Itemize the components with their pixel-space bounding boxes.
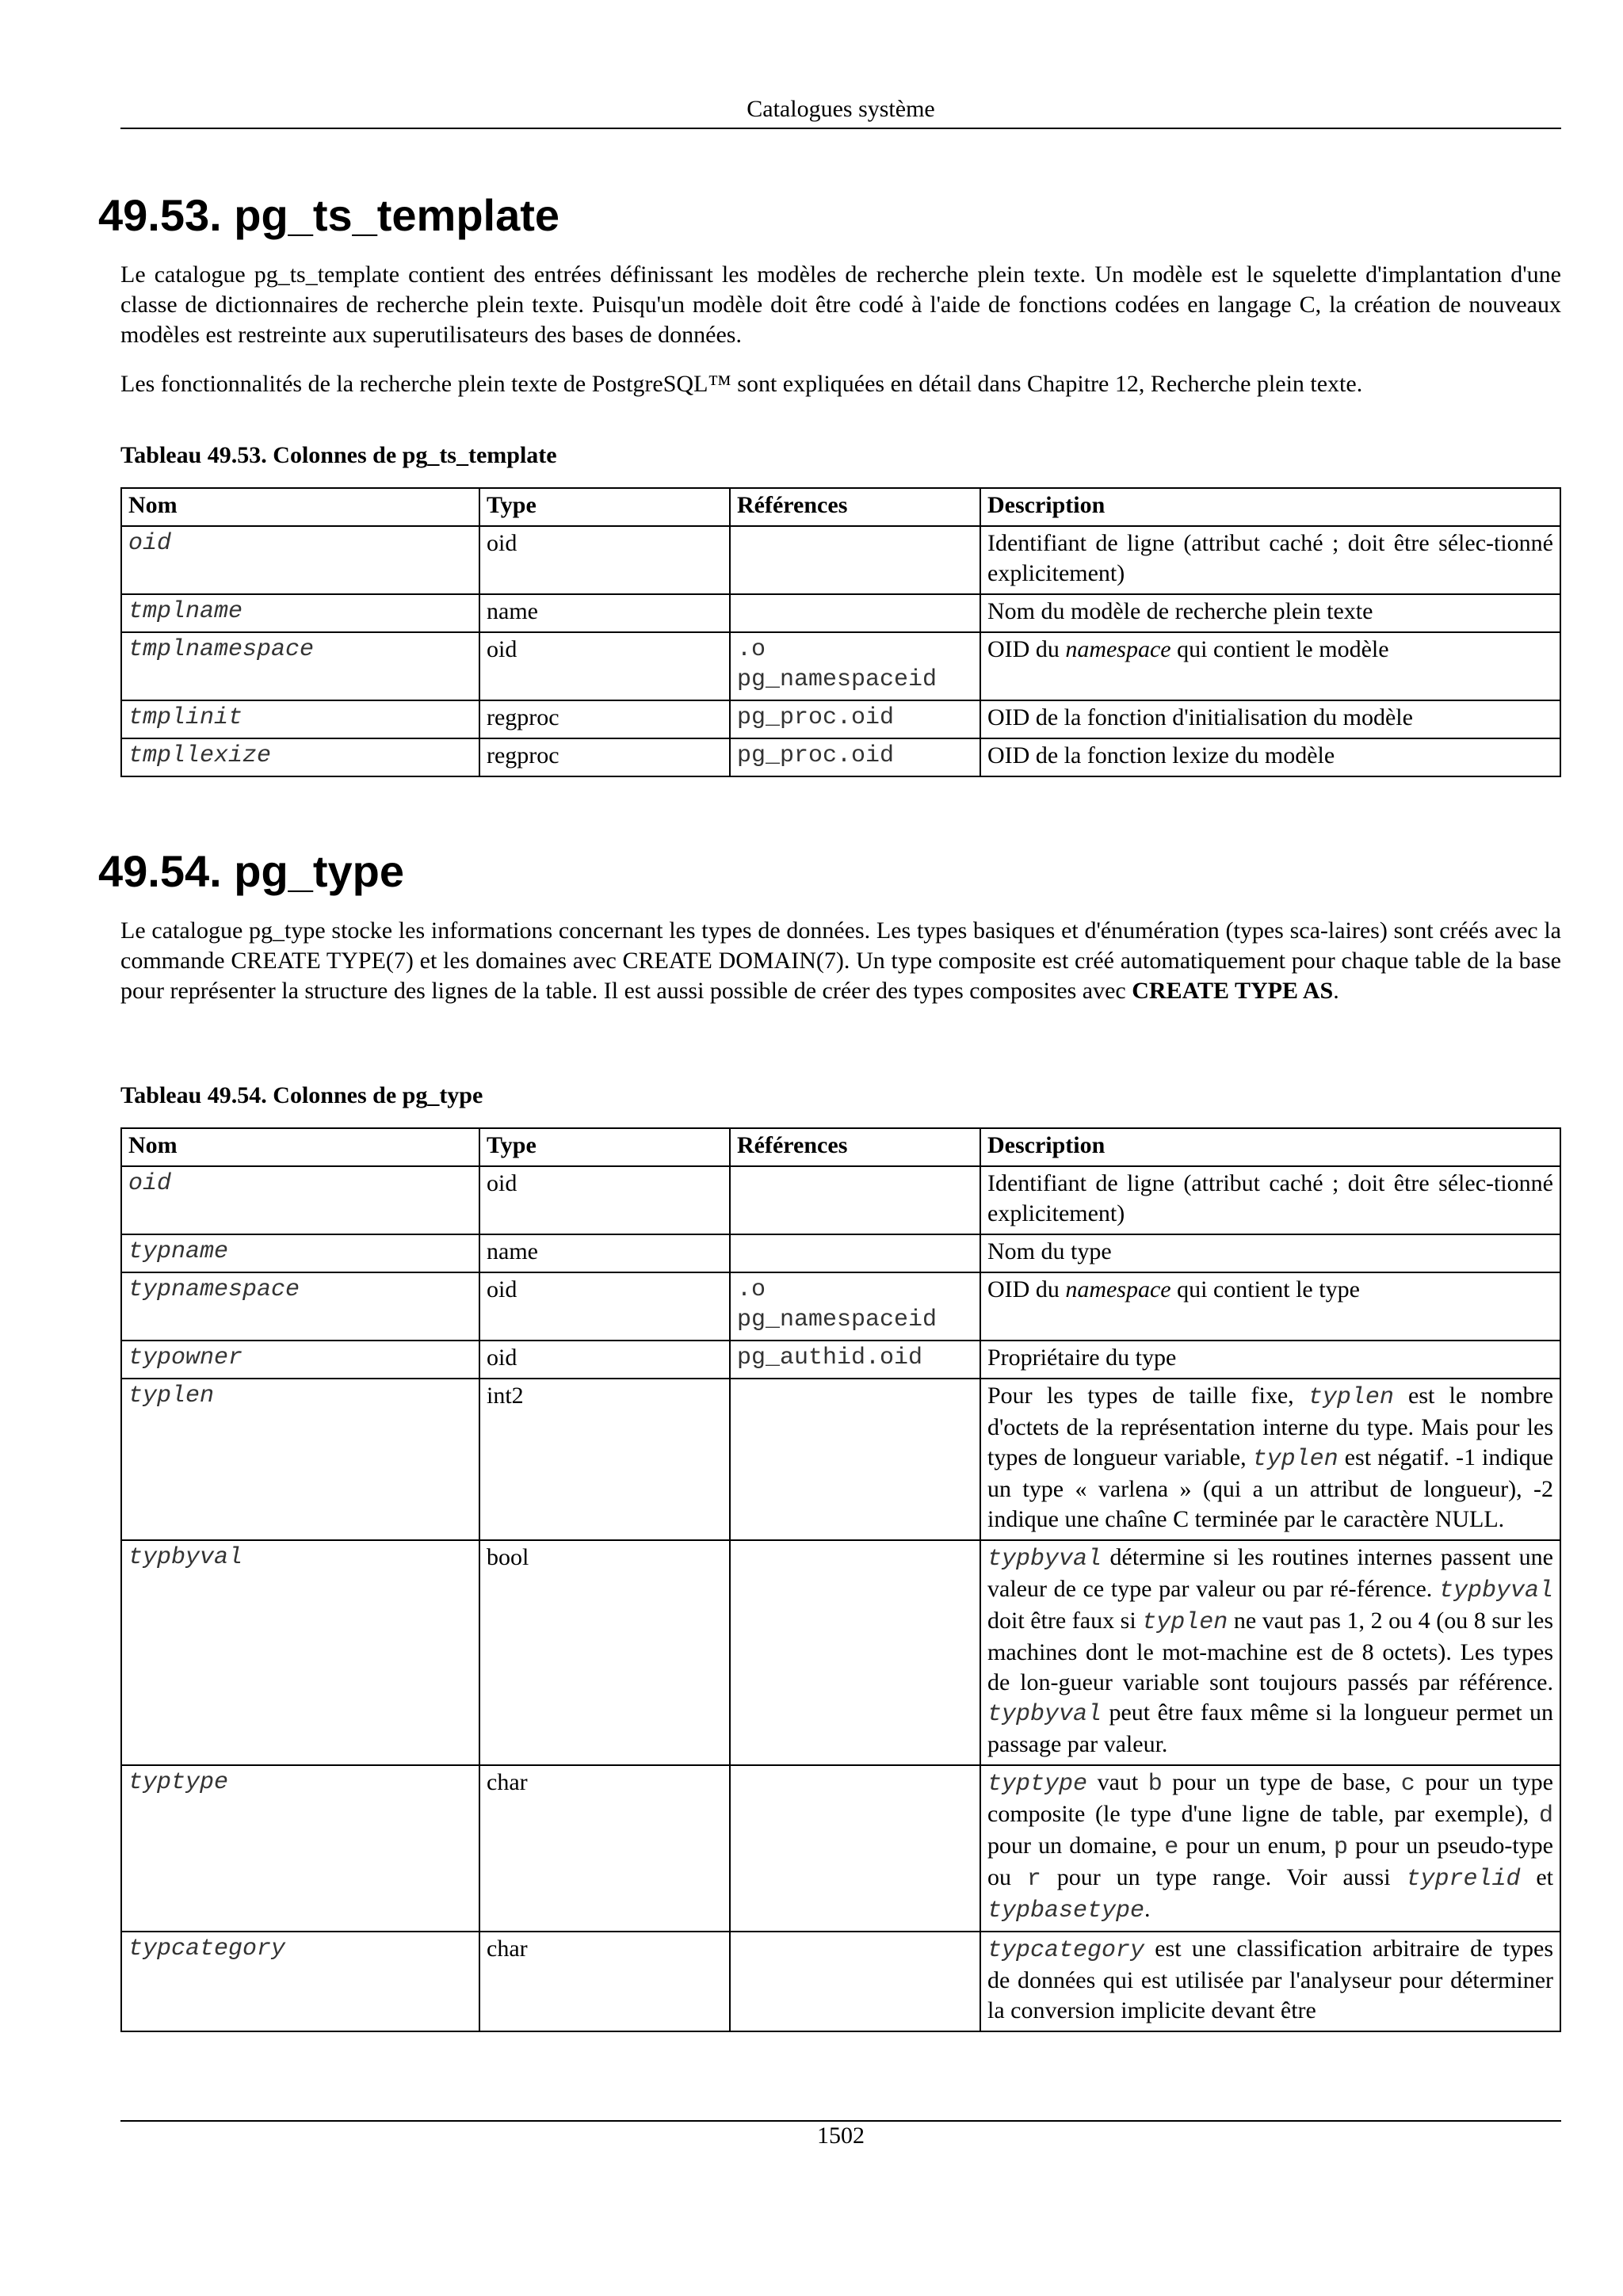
column-type-cell: bool xyxy=(479,1540,730,1765)
column-type-cell: oid xyxy=(479,1341,730,1379)
column-name-cell: oid xyxy=(121,526,479,594)
description-text: doit être faux si xyxy=(987,1608,1143,1634)
table-row xyxy=(121,1932,1560,2031)
description-text: pour un type range. Voir aussi xyxy=(1041,1864,1407,1890)
column-name-cell: typlen xyxy=(121,1379,479,1540)
column-type-cell: name xyxy=(479,594,730,632)
column-description-cell: Nom du modèle de recherche plein texte xyxy=(980,594,1560,632)
description-text: est négatif. -1 indique un type « varlena » (qui a un attribut de longueur), -2 indique une chaîne C terminée par le caractère NULL. xyxy=(987,1444,1554,1532)
column-type-cell: oid xyxy=(479,1272,730,1341)
pg-type-columns-table xyxy=(120,1127,1561,2032)
table-caption-pg-type: Tableau 49.54. Colonnes de pg_type xyxy=(120,1082,483,1108)
description-text: pour un enum, xyxy=(1178,1833,1334,1859)
description-text: OID du xyxy=(987,636,1066,662)
column-references-cell xyxy=(730,1932,980,2031)
description-text: pour un type de base, xyxy=(1162,1769,1401,1795)
reference-part: pg_namespaceid xyxy=(737,666,938,693)
pg-ts-template-fts-note: Les fonctionnalités de la recherche plein texte de PostgreSQL™ sont expliquées en détail dans Chapitre 12, Recherche plein texte. xyxy=(120,371,1363,397)
table-row xyxy=(121,700,1560,738)
column-header-type: Type xyxy=(479,488,730,526)
table-row xyxy=(121,526,1560,594)
description-text: vaut xyxy=(1087,1769,1148,1795)
column-description-cell: OID de la fonction lexize du modèle xyxy=(980,738,1560,776)
header-rule xyxy=(120,128,1561,129)
column-name-cell: tmpllexize xyxy=(121,738,479,776)
table-row xyxy=(121,1341,1560,1379)
column-description-cell: Propriétaire du type xyxy=(980,1341,1560,1379)
description-text: ne vaut pas 1, 2 ou 4 (ou 8 sur les machines dont le mot-machine est de 8 octets). Les types de lon-gueur variable sont toujours passés par référence. xyxy=(987,1608,1553,1695)
description-text: . xyxy=(1144,1896,1151,1922)
column-header-type: Type xyxy=(479,1128,730,1166)
column-type-cell: char xyxy=(479,1932,730,2031)
table-row xyxy=(121,1765,1560,1932)
column-references-cell xyxy=(730,1272,980,1341)
column-references-cell xyxy=(730,526,980,594)
column-type-cell: char xyxy=(479,1765,730,1932)
column-type-cell: name xyxy=(479,1234,730,1272)
intro-text: . xyxy=(1333,978,1339,1004)
column-header-name: Nom xyxy=(121,488,479,526)
column-header-description: Description xyxy=(980,1128,1560,1166)
column-type-cell: oid xyxy=(479,526,730,594)
field-reference: typbasetype xyxy=(987,1897,1145,1924)
command-name: CREATE TYPE AS xyxy=(1132,978,1334,1004)
description-text: Pour les types de taille fixe, xyxy=(987,1383,1308,1409)
column-description-cell xyxy=(980,1765,1560,1932)
column-header-references: Références xyxy=(730,488,980,526)
section-title-pg-ts-template: 49.53. pg_ts_template xyxy=(98,190,560,240)
column-name-cell: typname xyxy=(121,1234,479,1272)
column-name-cell: oid xyxy=(121,1166,479,1234)
description-text: est une classification arbitraire de types de données qui est utilisée par l'analyseur pour déterminer la conversion implicite devant être xyxy=(987,1936,1553,2023)
field-reference: typbyval xyxy=(987,1546,1102,1573)
column-references-cell: pg_proc.oid xyxy=(730,700,980,738)
description-text: qui contient le modèle xyxy=(1170,636,1389,662)
section-title-pg-type: 49.54. pg_type xyxy=(98,846,404,896)
column-name-cell: tmplnamespace xyxy=(121,632,479,700)
column-description-cell xyxy=(980,1272,1560,1341)
column-description-cell: OID de la fonction d'initialisation du modèle xyxy=(980,700,1560,738)
column-type-cell: regproc xyxy=(479,700,730,738)
field-reference: typlen xyxy=(1142,1609,1228,1636)
description-emphasis: namespace xyxy=(1065,1276,1171,1302)
table-header-row xyxy=(121,1128,1560,1166)
column-header-description: Description xyxy=(980,488,1560,526)
column-type-cell: oid xyxy=(479,1166,730,1234)
column-description-cell: Nom du type xyxy=(980,1234,1560,1272)
field-reference: typlen xyxy=(1252,1446,1338,1473)
table-row xyxy=(121,738,1560,776)
column-name-cell: typcategory xyxy=(121,1932,479,2031)
table-row xyxy=(121,1272,1560,1341)
field-reference: typbyval xyxy=(1438,1577,1553,1604)
column-header-name: Nom xyxy=(121,1128,479,1166)
field-reference: typbyval xyxy=(987,1701,1102,1728)
field-reference: typcategory xyxy=(987,1937,1145,1964)
table-header-row xyxy=(121,488,1560,526)
field-reference: typtype xyxy=(987,1771,1088,1798)
code-literal: b xyxy=(1148,1771,1163,1798)
column-type-cell: regproc xyxy=(479,738,730,776)
description-emphasis: namespace xyxy=(1065,636,1171,662)
column-references-cell: pg_authid.oid xyxy=(730,1341,980,1379)
column-description-cell xyxy=(980,1540,1560,1765)
intro-text: Le catalogue pg_type stocke les informations concernant les types de données. Les types basiques et d'énumération (types sca-laires) sont créés avec la commande CREATE TYPE(7) et les domaines avec CREATE DOMAIN(7). Un type composite est créé automatiquement pour chaque table de la base pour représenter la structure des lignes de la table. Il est aussi possible de créer des types composites avec xyxy=(120,917,1561,1004)
table-row xyxy=(121,632,1560,700)
reference-part: .o xyxy=(737,1276,766,1303)
running-header: Catalogues système xyxy=(747,96,935,122)
field-reference: typrelid xyxy=(1406,1866,1521,1893)
column-name-cell: tmplinit xyxy=(121,700,479,738)
description-text: pour un pseudo-type ou xyxy=(987,1833,1553,1890)
code-literal: d xyxy=(1538,1802,1553,1829)
field-reference: typlen xyxy=(1308,1384,1394,1411)
description-text: qui contient le type xyxy=(1170,1276,1360,1302)
description-text: OID du xyxy=(987,1276,1066,1302)
column-references-cell xyxy=(730,594,980,632)
column-name-cell: typnamespace xyxy=(121,1272,479,1341)
description-text: pour un domaine, xyxy=(987,1833,1165,1859)
column-description-cell xyxy=(980,632,1560,700)
table-row xyxy=(121,1234,1560,1272)
description-text: peut être faux même si la longueur permet un passage par valeur. xyxy=(987,1699,1553,1757)
code-literal: r xyxy=(1026,1866,1041,1893)
pg-ts-template-intro: Le catalogue pg_ts_template contient des entrées définissant les modèles de recherche plein texte. Un modèle est le squelette d'implantation d'une classe de dictionnaires de recherche plein texte. Puisqu'un modèle doit être codé à l'aide de fonctions codées en langage C, la création de nouveaux modèles est restreinte aux superutilisateurs des bases de données. xyxy=(120,261,1561,348)
column-references-cell xyxy=(730,1765,980,1932)
table-caption-pg-ts-template: Tableau 49.53. Colonnes de pg_ts_template xyxy=(120,442,557,468)
column-references-cell xyxy=(730,1234,980,1272)
column-references-cell xyxy=(730,632,980,700)
description-text: est le nombre d'octets de la représentation interne du type. Mais pour les types de longueur variable, xyxy=(987,1383,1553,1470)
code-literal: c xyxy=(1400,1771,1415,1798)
column-references-cell xyxy=(730,1166,980,1234)
page-number: 1502 xyxy=(817,2122,865,2149)
code-literal: e xyxy=(1164,1834,1179,1861)
column-type-cell: oid xyxy=(479,632,730,700)
column-references-cell xyxy=(730,1379,980,1540)
table-row xyxy=(121,1166,1560,1234)
column-name-cell: tmplname xyxy=(121,594,479,632)
column-description-cell xyxy=(980,1932,1560,2031)
column-description-cell: Identifiant de ligne (attribut caché ; doit être sélec-tionné explicitement) xyxy=(980,1166,1560,1234)
description-text: et xyxy=(1520,1864,1554,1890)
column-type-cell: int2 xyxy=(479,1379,730,1540)
column-name-cell: typbyval xyxy=(121,1540,479,1765)
pg-type-intro xyxy=(120,916,1561,1006)
description-text: détermine si les routines internes passent une valeur de ce type par valeur ou par ré-férence. xyxy=(987,1544,1553,1602)
reference-part: .o xyxy=(737,636,766,663)
column-references-cell: pg_proc.oid xyxy=(730,738,980,776)
column-name-cell: typowner xyxy=(121,1341,479,1379)
code-literal: p xyxy=(1333,1834,1348,1861)
table-row xyxy=(121,594,1560,632)
column-description-cell: Identifiant de ligne (attribut caché ; doit être sélec-tionné explicitement) xyxy=(980,526,1560,594)
pg-ts-template-columns-table xyxy=(120,487,1561,777)
column-name-cell: typtype xyxy=(121,1765,479,1932)
description-text: pour un type composite (le type d'une ligne de table, par exemple), xyxy=(987,1769,1553,1827)
column-references-cell xyxy=(730,1540,980,1765)
table-row xyxy=(121,1379,1560,1540)
reference-part: pg_namespaceid xyxy=(737,1306,938,1333)
table-row xyxy=(121,1540,1560,1765)
column-description-cell xyxy=(980,1379,1560,1540)
column-header-references: Références xyxy=(730,1128,980,1166)
